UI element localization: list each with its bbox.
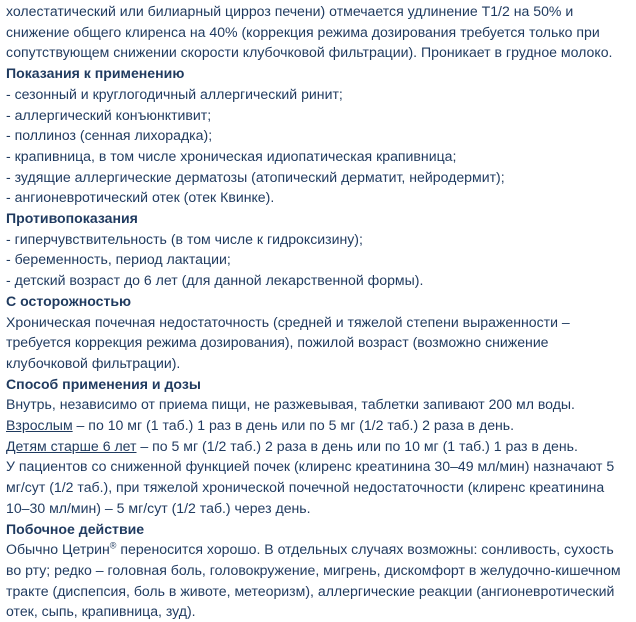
indication-item: - аллергический конъюнктивит; xyxy=(6,106,212,123)
indications-heading: Показания к применению xyxy=(6,65,185,82)
contraindications-heading: Противопоказания xyxy=(6,210,138,227)
intro-paragraph: холестатический или билиарный цирроз печени) отмечается удлинение T1/2 на 50% и снижение общего клиренса на 40% (коррекция режима дозирования требуется только при сопутствующем снижении скорости клубочковой фильтрации). Проникает в грудное молоко. xyxy=(6,3,613,61)
contraindication-item: - детский возраст до 6 лет (для данной лекарственной формы). xyxy=(6,272,424,289)
contraindication-item: - беременность, период лактации; xyxy=(6,251,231,268)
dosage-general-line: Внутрь, независимо от приема пищи, не разжевывая, таблетки запивают 200 мл воды. xyxy=(6,396,575,413)
dosage-renal-paragraph: У пациентов со сниженной функцией почек (клиренс креатинина 30–49 мл/мин) назначают 5 мг/сут (1/2 таб.), при тяжелой хронической почечной недостаточности (клиренс креатинина 10–30 мл/мин) – 5 мг/сут (1/2 таб.) через день. xyxy=(6,458,615,516)
registered-mark: ® xyxy=(109,540,117,551)
dosage-heading: Способ применения и дозы xyxy=(6,375,201,392)
adults-link[interactable]: Взрослым xyxy=(6,417,73,434)
dosage-children-line xyxy=(6,436,630,457)
indication-item: - поллиноз (сенная лихорадка); xyxy=(6,127,213,144)
indication-item: - сезонный и круглогодичный аллергический ринит; xyxy=(6,85,343,102)
caution-paragraph: Хроническая почечная недостаточность (средней и тяжелой степени выраженности – требуется коррекция режима дозирования), пожилой возраст (возможно снижение клубочковой фильтрации). xyxy=(6,313,570,371)
children-dosage-text: – по 5 мг (1/2 таб.) 2 раза в день или по 10 мг (1 таб.) 1 раз в день. xyxy=(136,437,578,454)
indication-item: - ангионевротический отек (отек Квинке). xyxy=(6,189,275,206)
indication-item: - зудящие аллергические дерматозы (атопический дерматит, нейродермит); xyxy=(6,168,505,185)
side-effects-text-start: Обычно Цетрин xyxy=(6,541,110,558)
side-effects-heading: Побочное действие xyxy=(6,520,145,537)
children-link[interactable]: Детям старше 6 лет xyxy=(6,437,137,454)
indication-item: - крапивница, в том числе хроническая идиопатическая крапивница; xyxy=(6,147,457,164)
dosage-adults-line xyxy=(6,415,630,436)
side-effects-paragraph xyxy=(6,539,630,622)
caution-heading: С осторожностью xyxy=(6,292,132,309)
adults-dosage-text: – по 10 мг (1 таб.) 1 раз в день или по 5 мг (1/2 таб.) 2 раза в день. xyxy=(72,417,515,434)
contraindication-item: - гиперчувствительность (в том числе к гидроксизину); xyxy=(6,230,363,247)
side-effects-text-rest: переносится хорошо. В отдельных случаях возможны: сонливость, сухость во рту; редко – головная боль, головокружение, мигрень, дискомфорт в желудочно-кишечном тракте (диспепсия, боль в животе, метеоризм), аллергические реакции (ангионевротический отек, сыпь, крапивница, зуд). xyxy=(6,541,621,620)
